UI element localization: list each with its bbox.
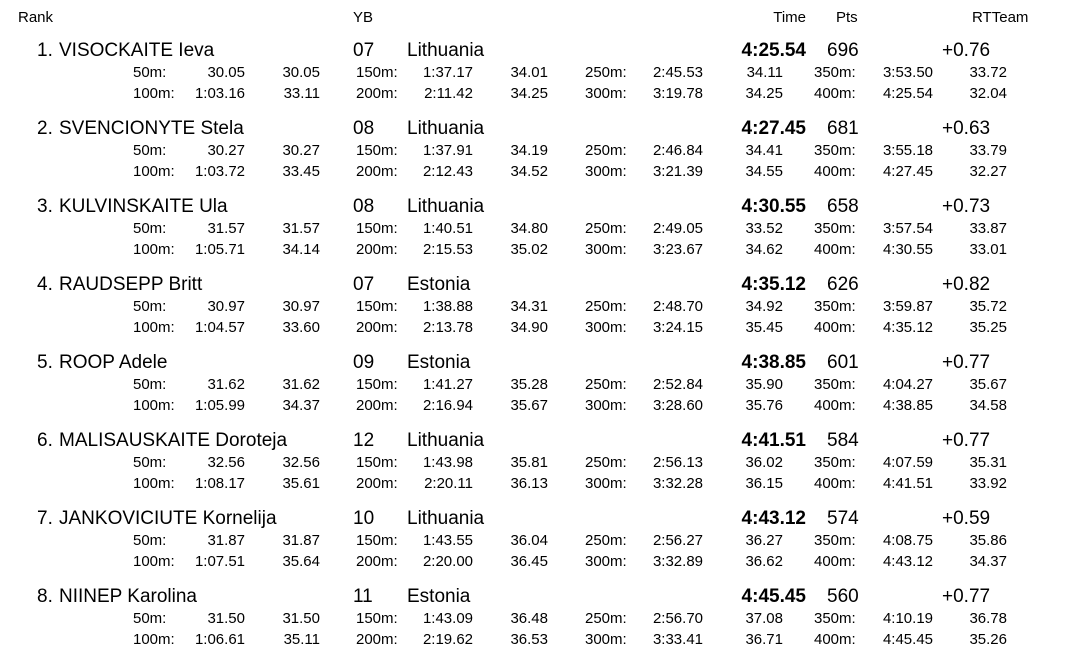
split-distance-label: 150m: [356,220,398,237]
split-distance-label: 50m: [133,610,167,627]
split-cumulative-time: 1:43.98 [422,454,473,471]
split-distance-label: 250m: [585,376,627,393]
split-distance-label: 300m: [585,553,627,570]
split-distance-label: 50m: [133,142,167,159]
athlete-place: 3. [37,196,53,217]
split-cumulative-time: 4:10.19 [882,610,933,627]
split-lap-time: 35.25 [969,319,1007,336]
split-cumulative-time: 4:43.12 [882,553,933,570]
reaction-time: +0.77 [942,352,991,373]
split-distance-label: 400m: [814,553,856,570]
split-distance-label: 350m: [814,454,856,471]
split-cumulative-time: 2:56.27 [652,532,703,549]
split-distance-label: 200m: [356,631,398,648]
split-distance-label: 100m: [133,475,175,492]
split-lap-time: 36.13 [510,475,548,492]
final-time: 4:35.12 [741,274,806,295]
split-cumulative-time: 31.62 [207,376,245,393]
split-cumulative-time: 3:53.50 [882,64,933,81]
reaction-time: +0.59 [942,508,991,529]
split-cumulative-time: 30.27 [207,142,245,159]
split-distance-label: 50m: [133,532,167,549]
split-lap-time: 36.04 [510,532,548,549]
split-lap-time: 35.64 [282,553,320,570]
split-cumulative-time: 1:43.09 [422,610,473,627]
split-lap-time: 34.31 [510,298,548,315]
split-lap-time: 36.27 [745,532,783,549]
split-distance-label: 100m: [133,241,175,258]
split-cumulative-time: 3:32.28 [652,475,703,492]
split-cumulative-time: 3:55.18 [882,142,933,159]
split-lap-time: 31.50 [282,610,320,627]
split-distance-label: 100m: [133,553,175,570]
split-lap-time: 33.60 [282,319,320,336]
fina-points: 658 [827,196,859,217]
result-entry [0,352,1078,430]
split-cumulative-time: 3:23.67 [652,241,703,258]
split-cumulative-time: 3:24.15 [652,319,703,336]
split-distance-label: 400m: [814,85,856,102]
split-lap-time: 34.55 [745,163,783,180]
split-cumulative-time: 1:05.99 [194,397,245,414]
split-lap-time: 31.62 [282,376,320,393]
split-lap-time: 34.11 [746,64,783,81]
split-cumulative-time: 2:45.53 [652,64,703,81]
split-distance-label: 400m: [814,397,856,414]
split-distance-label: 150m: [356,532,398,549]
split-lap-time: 37.08 [745,610,783,627]
result-entry [0,274,1078,352]
reaction-time: +0.77 [942,586,991,607]
athlete-place: 1. [37,40,53,61]
header-yb: YB [353,9,374,26]
split-lap-time: 34.37 [969,553,1007,570]
birth-year: 09 [353,352,375,373]
final-time: 4:38.85 [741,352,806,373]
split-distance-label: 100m: [133,631,175,648]
athlete-name: VISOCKAITE Ieva [59,40,215,61]
split-lap-time: 36.15 [745,475,783,492]
split-cumulative-time: 30.97 [207,298,245,315]
header-rank: Rank [18,9,54,26]
reaction-time: +0.77 [942,430,991,451]
athlete-name: NIINEP Karolina [59,586,197,607]
split-distance-label: 100m: [133,397,175,414]
split-cumulative-time: 31.50 [207,610,245,627]
reaction-time: +0.63 [942,118,991,139]
athlete-country: Lithuania [407,430,485,451]
split-cumulative-time: 2:56.13 [652,454,703,471]
split-distance-label: 300m: [585,163,627,180]
split-lap-time: 35.26 [969,631,1007,648]
split-distance-label: 150m: [356,64,398,81]
result-entry [0,118,1078,196]
split-lap-time: 34.19 [510,142,548,159]
split-distance-label: 200m: [356,319,398,336]
split-lap-time: 36.62 [745,553,783,570]
split-distance-label: 100m: [133,85,175,102]
split-distance-label: 300m: [585,397,627,414]
split-lap-time: 36.53 [510,631,548,648]
final-time: 4:43.12 [741,508,806,529]
split-lap-time: 36.71 [745,631,783,648]
split-cumulative-time: 1:38.88 [422,298,473,315]
split-cumulative-time: 4:27.45 [882,163,933,180]
split-lap-time: 35.11 [283,631,320,648]
fina-points: 574 [827,508,859,529]
split-distance-label: 50m: [133,298,167,315]
athlete-country: Lithuania [407,508,485,529]
split-cumulative-time: 1:08.17 [194,475,245,492]
split-cumulative-time: 3:19.78 [652,85,703,102]
split-cumulative-time: 2:20.00 [422,553,473,570]
athlete-name: JANKOVICIUTE Kornelija [59,508,277,529]
athlete-name: RAUDSEPP Britt [59,274,203,295]
split-distance-label: 50m: [133,64,167,81]
result-entry [0,196,1078,274]
reaction-time: +0.82 [942,274,991,295]
split-distance-label: 250m: [585,610,627,627]
split-cumulative-time: 32.56 [207,454,245,471]
split-cumulative-time: 4:04.27 [882,376,933,393]
split-lap-time: 36.78 [969,610,1007,627]
split-lap-time: 32.27 [969,163,1007,180]
split-lap-time: 36.45 [510,553,548,570]
split-cumulative-time: 4:08.75 [882,532,933,549]
athlete-country: Estonia [407,352,471,373]
fina-points: 584 [827,430,859,451]
split-cumulative-time: 2:11.42 [424,85,473,102]
split-cumulative-time: 1:37.17 [422,64,473,81]
split-cumulative-time: 2:52.84 [652,376,703,393]
split-lap-time: 33.01 [969,241,1007,258]
split-cumulative-time: 1:03.72 [194,163,245,180]
split-distance-label: 350m: [814,610,856,627]
split-cumulative-time: 3:57.54 [882,220,933,237]
split-distance-label: 200m: [356,241,398,258]
split-lap-time: 34.14 [282,241,320,258]
split-lap-time: 36.48 [510,610,548,627]
split-distance-label: 250m: [585,64,627,81]
split-cumulative-time: 4:30.55 [882,241,933,258]
split-cumulative-time: 2:15.53 [422,241,473,258]
split-lap-time: 33.92 [969,475,1007,492]
split-lap-time: 31.87 [282,532,320,549]
split-cumulative-time: 30.05 [207,64,245,81]
split-lap-time: 30.97 [282,298,320,315]
final-time: 4:25.54 [741,40,806,61]
athlete-place: 6. [37,430,53,451]
fina-points: 601 [827,352,859,373]
split-distance-label: 100m: [133,163,175,180]
result-entry [0,508,1078,586]
split-distance-label: 150m: [356,298,398,315]
split-lap-time: 35.31 [969,454,1007,471]
split-distance-label: 300m: [585,319,627,336]
split-lap-time: 34.52 [510,163,548,180]
split-distance-label: 350m: [814,376,856,393]
split-lap-time: 34.25 [510,85,548,102]
header-time: Time [773,9,806,26]
split-cumulative-time: 1:41.27 [422,376,473,393]
split-lap-time: 35.61 [282,475,320,492]
result-entry [0,40,1078,118]
split-cumulative-time: 4:07.59 [882,454,933,471]
split-lap-time: 34.01 [510,64,548,81]
split-distance-label: 200m: [356,475,398,492]
split-lap-time: 32.56 [282,454,320,471]
split-distance-label: 50m: [133,220,167,237]
final-time: 4:30.55 [741,196,806,217]
athlete-country: Lithuania [407,118,485,139]
split-cumulative-time: 1:03.16 [194,85,245,102]
split-cumulative-time: 3:28.60 [652,397,703,414]
split-cumulative-time: 2:19.62 [422,631,473,648]
split-cumulative-time: 2:12.43 [422,163,473,180]
fina-points: 626 [827,274,859,295]
split-cumulative-time: 31.87 [207,532,245,549]
split-lap-time: 33.87 [969,220,1007,237]
athlete-country: Lithuania [407,196,485,217]
split-distance-label: 100m: [133,319,175,336]
split-cumulative-time: 4:35.12 [882,319,933,336]
split-distance-label: 200m: [356,85,398,102]
split-distance-label: 350m: [814,142,856,159]
athlete-place: 2. [37,118,53,139]
split-cumulative-time: 1:40.51 [422,220,473,237]
birth-year: 12 [353,430,375,451]
athlete-country: Estonia [407,274,471,295]
split-cumulative-time: 1:05.71 [194,241,245,258]
split-distance-label: 250m: [585,142,627,159]
fina-points: 696 [827,40,859,61]
split-lap-time: 33.52 [745,220,783,237]
split-distance-label: 350m: [814,532,856,549]
split-cumulative-time: 1:43.55 [422,532,473,549]
split-cumulative-time: 2:49.05 [652,220,703,237]
split-lap-time: 35.76 [745,397,783,414]
split-lap-time: 35.28 [510,376,548,393]
split-distance-label: 300m: [585,85,627,102]
split-cumulative-time: 2:48.70 [652,298,703,315]
split-distance-label: 400m: [814,163,856,180]
split-distance-label: 200m: [356,163,398,180]
split-distance-label: 150m: [356,142,398,159]
split-distance-label: 250m: [585,220,627,237]
split-cumulative-time: 4:41.51 [882,475,933,492]
split-cumulative-time: 4:38.85 [882,397,933,414]
split-distance-label: 200m: [356,397,398,414]
split-lap-time: 34.62 [745,241,783,258]
fina-points: 560 [827,586,859,607]
split-cumulative-time: 3:32.89 [652,553,703,570]
split-lap-time: 34.80 [510,220,548,237]
athlete-place: 4. [37,274,53,295]
split-distance-label: 400m: [814,631,856,648]
split-lap-time: 35.72 [969,298,1007,315]
split-cumulative-time: 2:16.94 [422,397,473,414]
split-lap-time: 34.41 [745,142,783,159]
split-lap-time: 33.79 [969,142,1007,159]
split-cumulative-time: 2:13.78 [422,319,473,336]
split-cumulative-time: 3:21.39 [652,163,703,180]
athlete-country: Estonia [407,586,471,607]
split-cumulative-time: 3:33.41 [652,631,703,648]
split-distance-label: 250m: [585,532,627,549]
split-distance-label: 350m: [814,220,856,237]
split-distance-label: 150m: [356,376,398,393]
split-cumulative-time: 4:25.54 [882,85,933,102]
final-time: 4:45.45 [741,586,806,607]
split-distance-label: 300m: [585,241,627,258]
split-lap-time: 31.57 [282,220,320,237]
split-lap-time: 35.02 [510,241,548,258]
split-lap-time: 34.90 [510,319,548,336]
split-cumulative-time: 31.57 [207,220,245,237]
split-lap-time: 35.67 [510,397,548,414]
split-cumulative-time: 4:45.45 [882,631,933,648]
final-time: 4:41.51 [741,430,806,451]
split-distance-label: 50m: [133,454,167,471]
split-cumulative-time: 2:46.84 [652,142,703,159]
result-entry [0,586,1078,664]
split-distance-label: 200m: [356,553,398,570]
athlete-name: KULVINSKAITE Ula [59,196,228,217]
split-lap-time: 33.11 [283,85,320,102]
split-distance-label: 250m: [585,454,627,471]
split-lap-time: 30.05 [282,64,320,81]
split-lap-time: 35.90 [745,376,783,393]
split-lap-time: 35.81 [510,454,548,471]
birth-year: 07 [353,274,375,295]
split-lap-time: 34.58 [969,397,1007,414]
reaction-time: +0.73 [942,196,991,217]
athlete-place: 7. [37,508,53,529]
header-rtteam: RTTeam [972,9,1029,26]
athlete-place: 5. [37,352,53,373]
split-lap-time: 34.37 [282,397,320,414]
split-lap-time: 35.67 [969,376,1007,393]
header-pts: Pts [836,9,858,26]
birth-year: 08 [353,196,375,217]
split-distance-label: 300m: [585,631,627,648]
split-distance-label: 400m: [814,475,856,492]
split-cumulative-time: 2:56.70 [652,610,703,627]
split-lap-time: 34.92 [745,298,783,315]
result-entry [0,430,1078,508]
split-lap-time: 36.02 [745,454,783,471]
split-cumulative-time: 3:59.87 [882,298,933,315]
split-lap-time: 35.86 [969,532,1007,549]
split-distance-label: 350m: [814,298,856,315]
split-lap-time: 32.04 [969,85,1007,102]
split-lap-time: 33.45 [282,163,320,180]
split-distance-label: 50m: [133,376,167,393]
fina-points: 681 [827,118,859,139]
split-distance-label: 150m: [356,610,398,627]
split-cumulative-time: 2:20.11 [424,475,473,492]
birth-year: 08 [353,118,375,139]
birth-year: 11 [353,586,373,607]
final-time: 4:27.45 [741,118,806,139]
split-cumulative-time: 1:37.91 [422,142,473,159]
split-distance-label: 400m: [814,241,856,258]
split-distance-label: 400m: [814,319,856,336]
split-distance-label: 300m: [585,475,627,492]
split-lap-time: 30.27 [282,142,320,159]
split-lap-time: 33.72 [969,64,1007,81]
split-distance-label: 350m: [814,64,856,81]
split-cumulative-time: 1:04.57 [194,319,245,336]
birth-year: 07 [353,40,375,61]
athlete-name: MALISAUSKAITE Doroteja [59,430,288,451]
reaction-time: +0.76 [942,40,991,61]
split-distance-label: 150m: [356,454,398,471]
athlete-name: SVENCIONYTE Stela [59,118,244,139]
athlete-country: Lithuania [407,40,485,61]
birth-year: 10 [353,508,375,529]
split-lap-time: 34.25 [745,85,783,102]
athlete-name: ROOP Adele [59,352,168,373]
split-cumulative-time: 1:07.51 [194,553,245,570]
athlete-place: 8. [37,586,53,607]
split-distance-label: 250m: [585,298,627,315]
split-lap-time: 35.45 [745,319,783,336]
split-cumulative-time: 1:06.61 [194,631,245,648]
